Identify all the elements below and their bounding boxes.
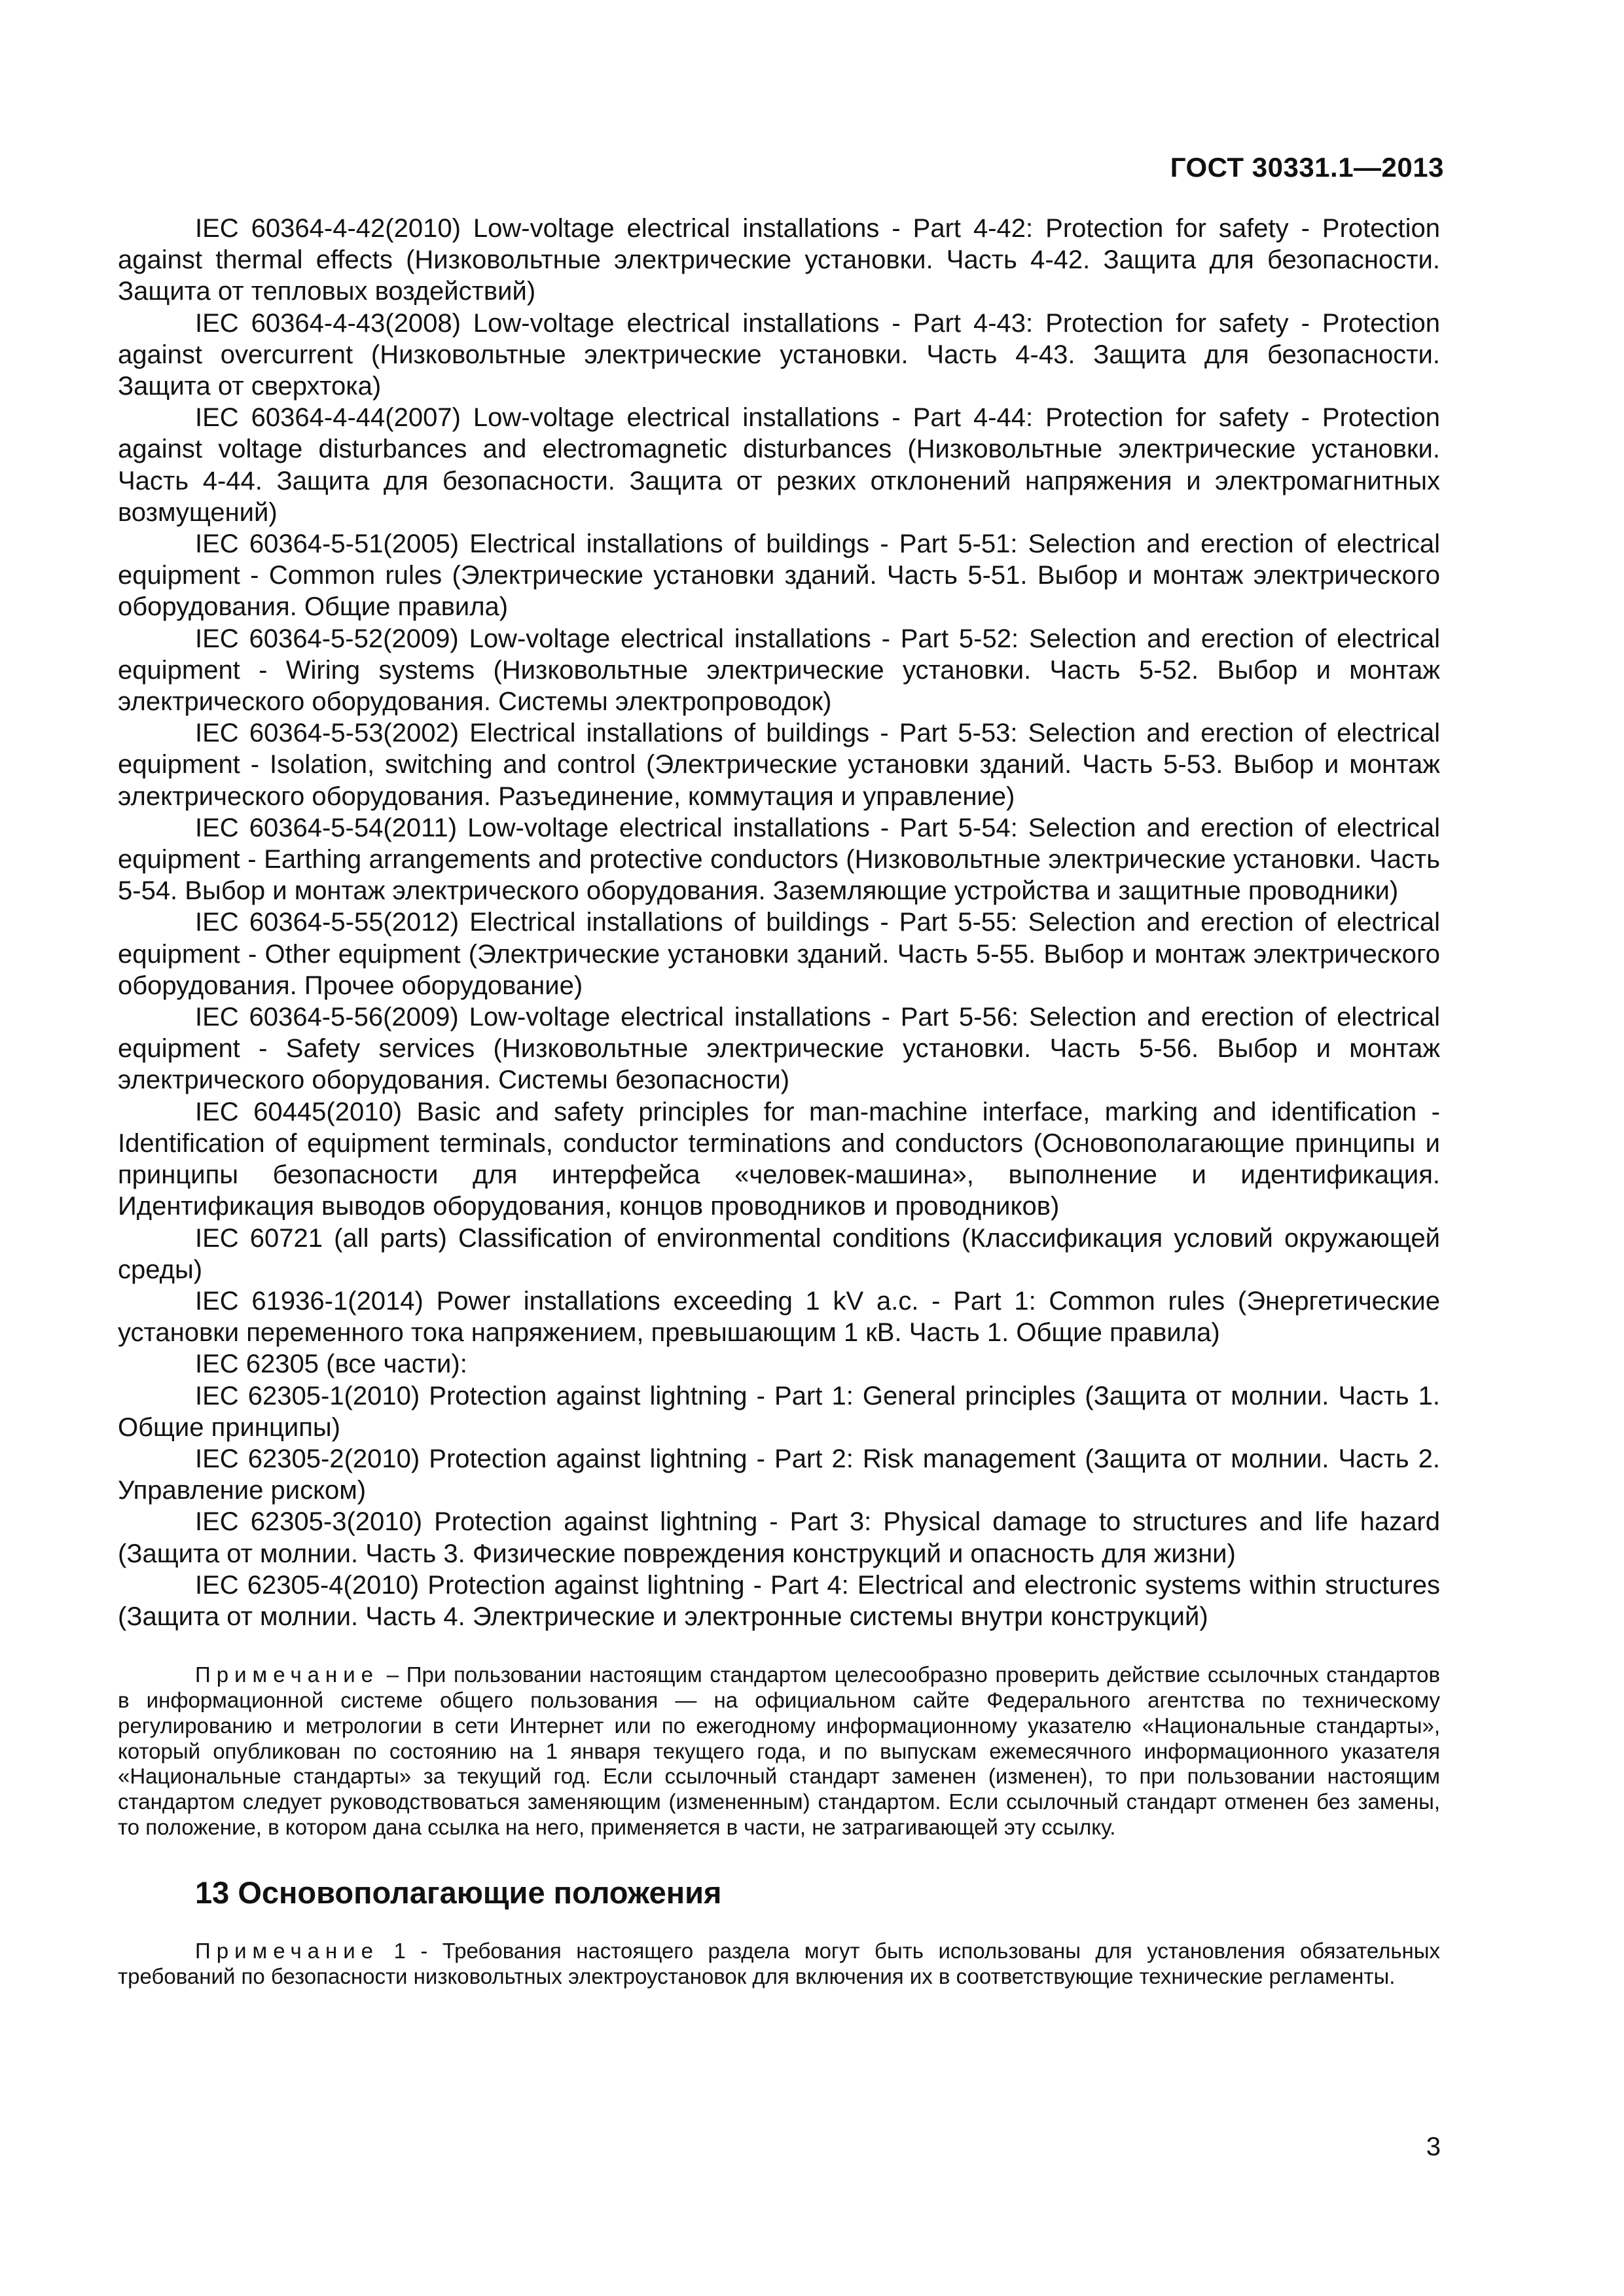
reference-item: IEC 60364-5-56(2009) Low-voltage electrical installations - Part 5-56: Selection and erection of electrical equipment - Safety services (Низковольтные электрические установки. Часть 5-56. Выбор и монтаж электрического оборудования. Системы безопасности) [118,1003,1440,1095]
page-content [118,213,1440,1989]
reference-item: IEC 60364-5-51(2005) Electrical installations of buildings - Part 5-51: Selection and erection of electrical equipment - Common rules (Электрические установки зданий. Часть 5-51. Выбор и монтаж электрического оборудования. Общие правила) [118,529,1440,622]
reference-item: IEC 62305-3(2010) Protection against lightning - Part 3: Physical damage to structures and life hazard (Защита от молнии. Часть 3. Физические повреждения конструкций и опасность для жизни) [118,1507,1440,1568]
reference-item: IEC 62305 (все части): [195,1350,467,1379]
normative-references-list [118,213,1440,1632]
note-text: 1 - Требования настоящего раздела могут быть использованы для установления обязательных требований по безопасности низковольтных электроустановок для включения их в соответствующие технические регламенты. [118,1938,1440,1988]
reference-item: IEC 60445(2010) Basic and safety principles for man-machine interface, marking and identification - Identification of equipment terminals, conductor terminations and conductors (Основополагающие принципы и принципы безопасности для интерфейса «человек-машина», выполнение и идентификация. Идентификация выводов оборудования, концов проводников и проводников) [118,1097,1440,1221]
note-label: Примечание [195,1662,380,1687]
reference-item: IEC 60721 (all parts) Classification of environmental conditions (Классификация условий окружающей среды) [118,1223,1440,1284]
reference-item: IEC 60364-5-54(2011) Low-voltage electrical installations - Part 5-54: Selection and erection of electrical equipment - Earthing arrangements and protective conductors (Низковольтные электрические установки. Часть 5-54. Выбор и монтаж электрического оборудования. Заземляющие устройства и защитные проводники) [118,813,1440,906]
reference-item: IEC 60364-5-53(2002) Electrical installations of buildings - Part 5-53: Selection and erection of electrical equipment - Isolation, switching and control (Электрические установки зданий. Часть 5-53. Выбор и монтаж электрического оборудования. Разъединение, коммутация и управление) [118,719,1440,811]
document-header-id: ГОСТ 30331.1—2013 [1170,152,1444,183]
section-heading: 13 Основополагающие положения [195,1874,722,1910]
reference-item: IEC 62305-2(2010) Protection against lightning - Part 2: Risk management (Защита от молнии. Часть 2. Управление риском) [118,1444,1440,1505]
page-number: 3 [1426,2132,1441,2161]
references-note [118,1662,1440,1840]
reference-item: IEC 60364-4-44(2007) Low-voltage electrical installations - Part 4-44: Protection for safety - Protection against voltage disturbances and electromagnetic disturbances (Низковольтные электрические установки. Часть 4-44. Защита для безопасности. Защита от резких отклонений напряжения и электромагнитных возмущений) [118,403,1440,527]
reference-item: IEC 60364-5-52(2009) Low-voltage electrical installations - Part 5-52: Selection and erection of electrical equipment - Wiring systems (Низковольтные электрические установки. Часть 5-52. Выбор и монтаж электрического оборудования. Системы электропроводок) [118,624,1440,717]
note-text: – При пользовании настоящим стандартом целесообразно проверить действие ссылочных стандартов в информационной системе общего пользования — на официальном сайте Федерального агентства по техническому регулированию и метрологии в сети Интернет или по ежегодному информационному указателю «Национальные стандарты», который опубликован по состоянию на 1 января текущего года, и по выпускам ежемесячного информационного указателя «Национальные стандарты» за текущий год. Если ссылочный стандарт заменен (изменен), то при пользовании настоящим стандартом следует руководствоваться заменяющим (измененным) стандартом. Если ссылочный стандарт отменен без замены, то положение, в котором дана ссылка на него, применяется в части, не затрагивающей эту ссылку. [118,1662,1440,1839]
reference-item: IEC 60364-4-42(2010) Low-voltage electrical installations - Part 4-42: Protection for safety - Protection against thermal effects (Низковольтные электрические установки. Часть 4-42. Защита для безопасности. Защита от тепловых воздействий) [118,214,1440,306]
reference-item: IEC 62305-4(2010) Protection against lightning - Part 4: Electrical and electronic systems within structures (Защита от молнии. Часть 4. Электрические и электронные системы внутри конструкций) [118,1570,1440,1631]
reference-item: IEC 61936-1(2014) Power installations exceeding 1 kV a.c. - Part 1: Common rules (Энергетические установки переменного тока напряжением, превышающим 1 кВ. Часть 1. Общие правила) [118,1286,1440,1348]
section-note [118,1939,1440,1990]
reference-item: IEC 62305-1(2010) Protection against lightning - Part 1: General principles (Защита от молнии. Часть 1. Общие принципы) [118,1381,1440,1442]
reference-item: IEC 60364-4-43(2008) Low-voltage electrical installations - Part 4-43: Protection for safety - Protection against overcurrent (Низковольтные электрические установки. Часть 4-43. Защита для безопасности. Защита от сверхтока) [118,308,1440,401]
reference-item: IEC 60364-5-55(2012) Electrical installations of buildings - Part 5-55: Selection and erection of electrical equipment - Other equipment (Электрические установки зданий. Часть 5-55. Выбор и монтаж электрического оборудования. Прочее оборудование) [118,908,1440,1000]
note-label: Примечание [195,1938,380,1963]
